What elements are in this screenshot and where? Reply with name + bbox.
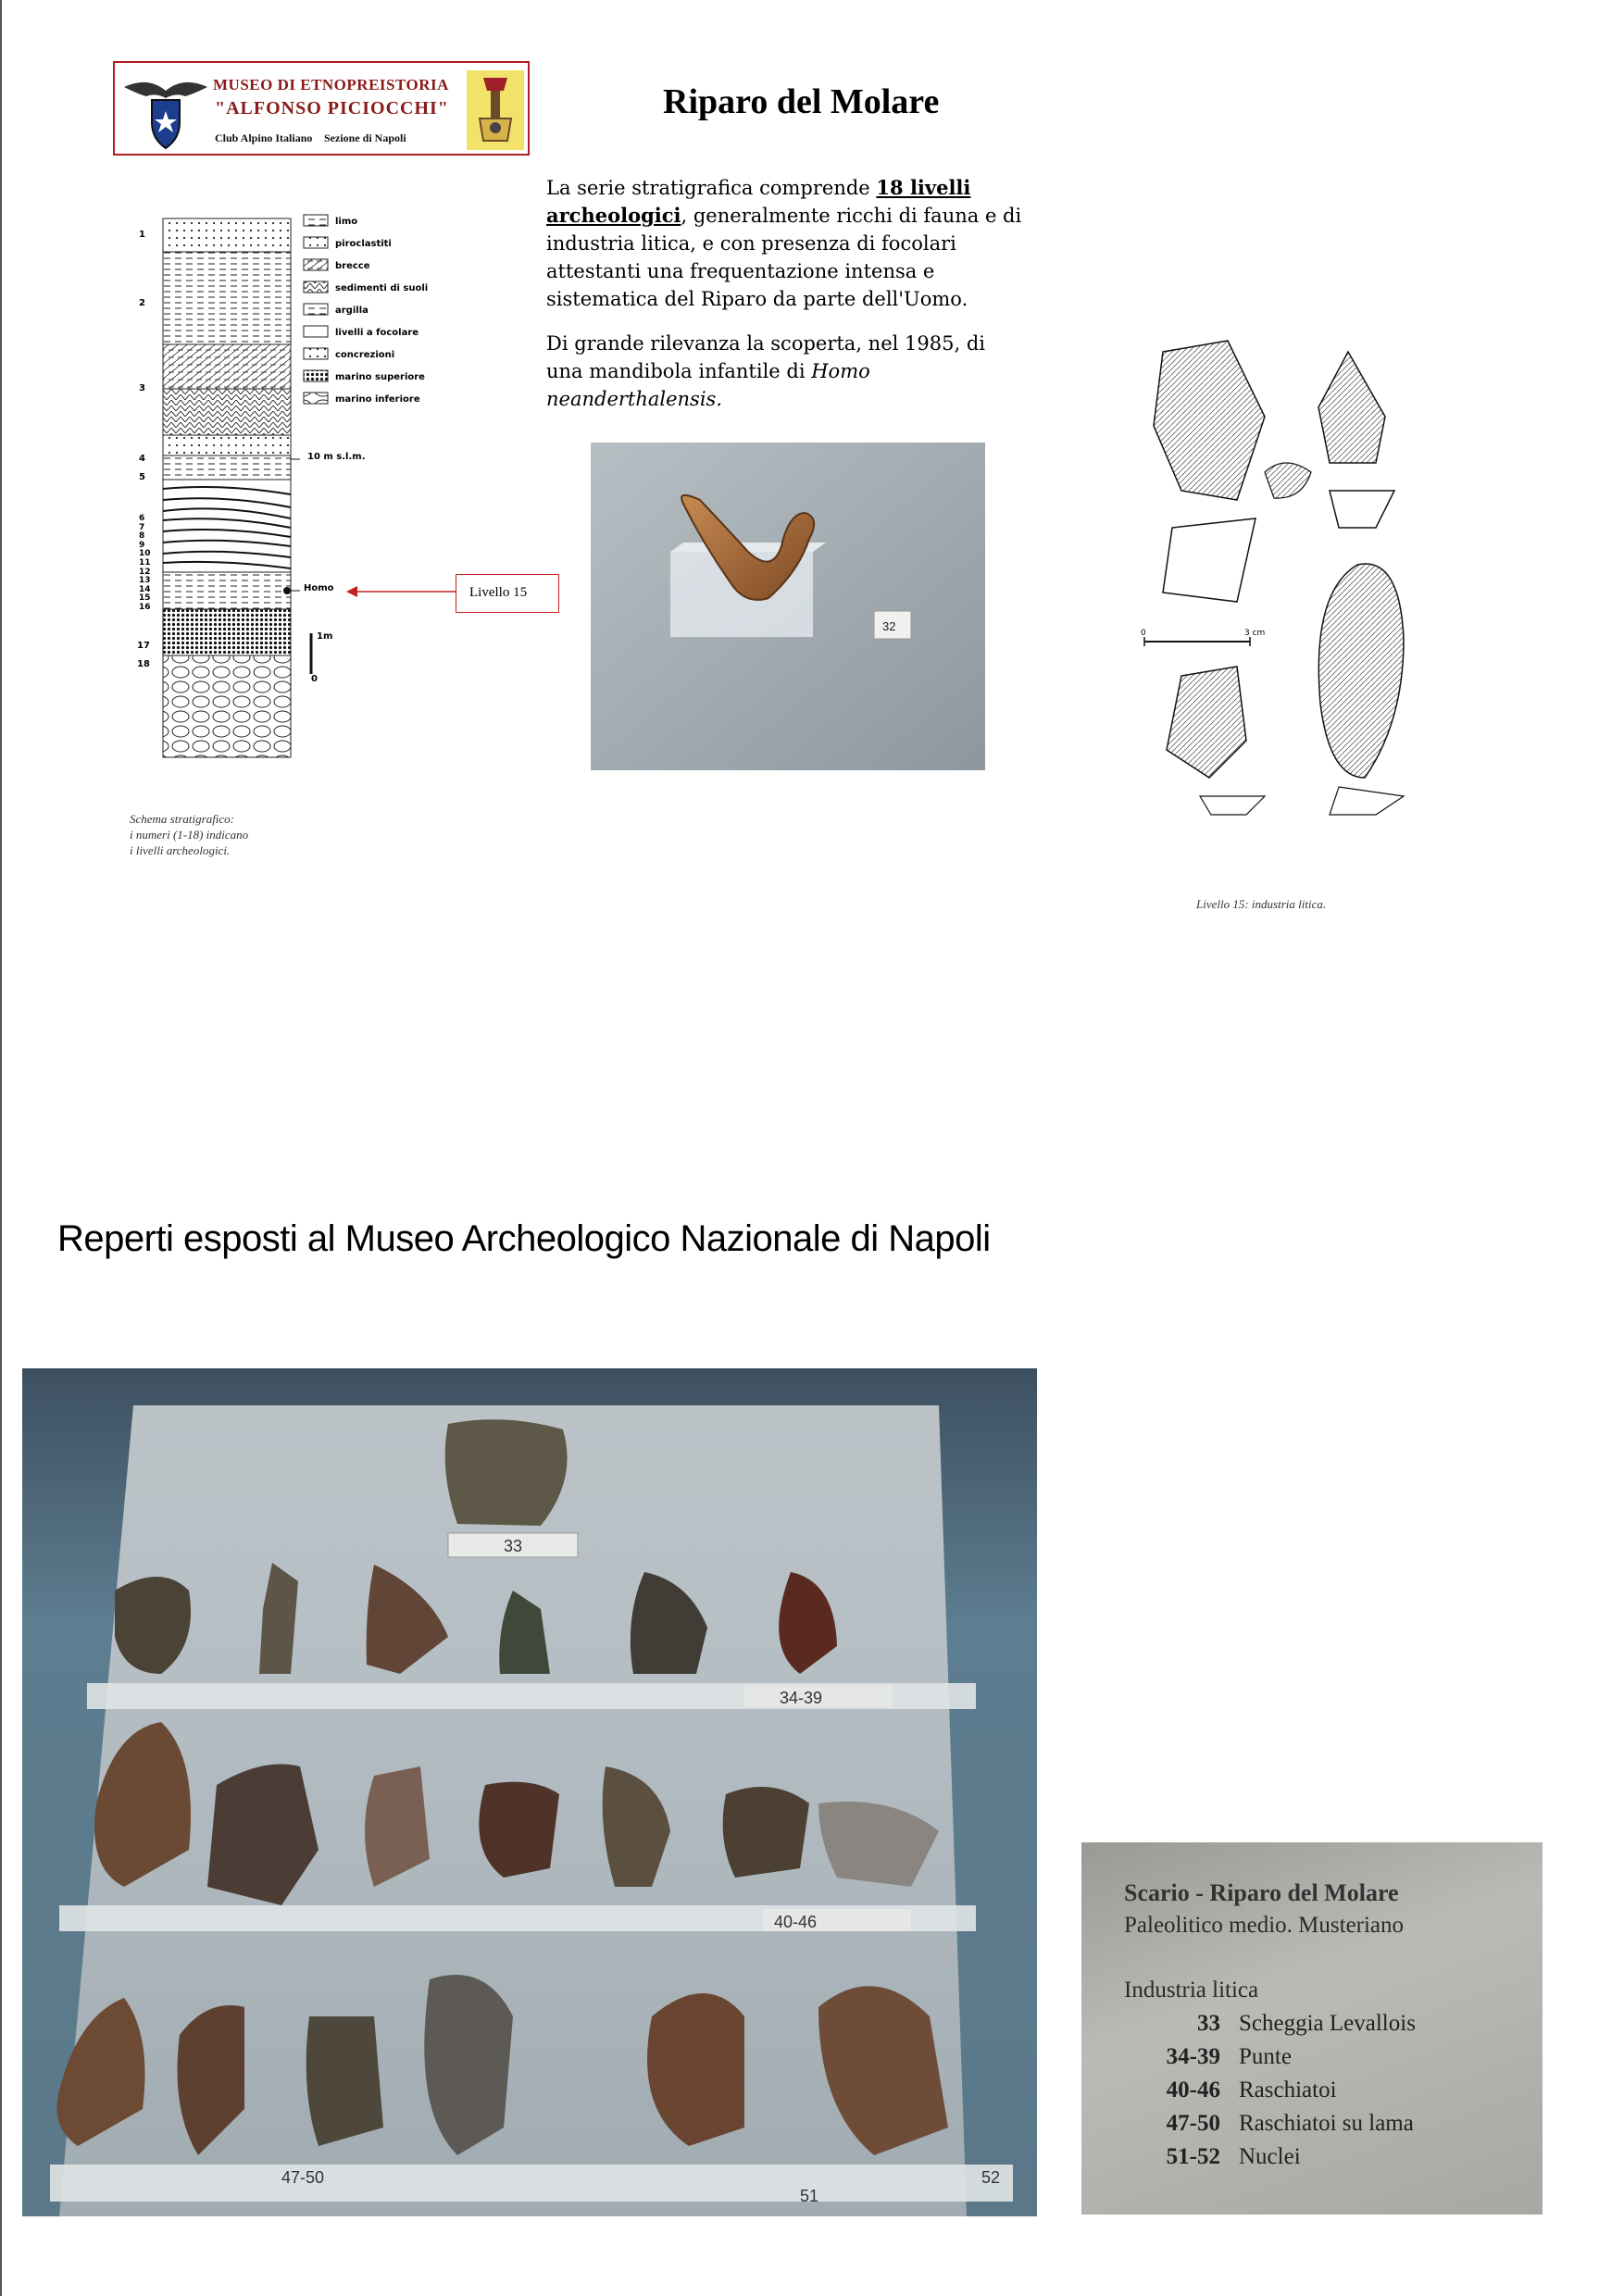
level-number-stack: 6 7 8 9 10 11 12 13 14 15 16 <box>139 514 151 612</box>
logo-line2: "ALFONSO PICIOCCHI" <box>215 98 449 119</box>
tag-47-50: 47-50 <box>281 2168 325 2187</box>
display-case-photo <box>22 1368 1037 2216</box>
label-row: 34-39 Punte <box>1166 2044 1292 2069</box>
legend-item: sedimenti di suoli <box>335 283 429 293</box>
tag-51: 51 <box>800 2187 819 2205</box>
lithics-caption: Livello 15: industria litica. <box>1196 897 1327 911</box>
scale-end-label: 3 cm <box>1244 629 1266 638</box>
legend-item: marino superiore <box>335 372 425 382</box>
page-left-border <box>0 0 2 2296</box>
display-case-drawing <box>22 1368 1037 2216</box>
level-number: 17 <box>137 641 150 651</box>
logo-line1: MUSEO DI ETNOPREISTORIA <box>213 76 449 94</box>
mandible-photo-drawing <box>591 443 985 770</box>
museum-emblem-icon <box>467 70 524 150</box>
intro-paragraph-2: Di grande rilevanza la scoperta, nel 1985, di una mandibola infantile di Homo neanderthalensis. <box>546 332 985 410</box>
logo-line3: Club Alpino Italiano <box>215 131 313 144</box>
museum-label-photo <box>1081 1842 1543 2215</box>
level-number: 2 <box>139 298 145 308</box>
photo-tag: 32 <box>882 619 896 633</box>
label-row: 47-50 Raschiatoi su lama <box>1166 2111 1414 2136</box>
legend-item: argilla <box>335 306 369 316</box>
tag-33: 33 <box>504 1537 523 1555</box>
intro-highlight: 18 livelli archeologici <box>546 176 971 227</box>
level-number: 5 <box>139 472 145 482</box>
label-heading: Industria litica <box>1124 1978 1259 2003</box>
lithics-drawings <box>1126 315 1420 889</box>
legend-item: limo <box>335 217 358 227</box>
museum-logo <box>113 61 530 156</box>
legend-item: brecce <box>335 261 370 271</box>
legend-item: marino inferiore <box>335 394 420 405</box>
section-subtitle: Reperti esposti al Museo Archeologico Nazionale di Napoli <box>57 1218 991 1259</box>
callout-arrow-icon <box>343 581 457 602</box>
level-number: 1 <box>139 230 145 240</box>
label-title: Scario - Riparo del Molare <box>1124 1879 1399 1906</box>
scale-top-label: 1m <box>317 631 333 642</box>
level-number: 3 <box>139 383 145 393</box>
tag-40-46: 40-46 <box>774 1913 818 1931</box>
stratigraphy-legend <box>335 211 428 411</box>
logo-line4: Sezione di Napoli <box>324 131 406 144</box>
tag-52: 52 <box>981 2168 1001 2187</box>
lithics-drawing-plates <box>1126 315 1420 889</box>
label-row: 33 Scheggia Levallois <box>1197 2011 1416 2036</box>
page-title: Riparo del Molare <box>663 82 940 121</box>
level-15-callout: Livello 15 <box>456 574 559 613</box>
legend-item: livelli a focolare <box>335 328 419 338</box>
homo-label: Homo <box>304 583 334 593</box>
level-number: 4 <box>139 454 145 464</box>
legend-item: concrezioni <box>335 350 395 360</box>
scale-start-label: 0 <box>1141 629 1146 638</box>
label-period: Paleolitico medio. Musteriano <box>1124 1913 1405 1938</box>
cai-eagle-emblem-icon <box>120 67 211 152</box>
legend-item: piroclastiti <box>335 239 392 249</box>
species-name: Homo neanderthalensis. <box>546 360 870 410</box>
scale-bottom-label: 0 <box>311 674 318 684</box>
altitude-label: 10 m s.l.m. <box>307 452 366 462</box>
label-row: 40-46 Raschiatoi <box>1166 2078 1337 2103</box>
level-number: 18 <box>137 659 150 669</box>
mandible-photo <box>591 443 985 770</box>
intro-text <box>546 174 1028 430</box>
stratigraphy-diagram <box>130 206 444 857</box>
stratigraphy-caption: Schema stratigrafico: i numeri (1-18) indicano i livelli archeologici. <box>130 812 249 857</box>
tag-34-39: 34-39 <box>780 1689 823 1707</box>
intro-paragraph-1: La serie stratigrafica comprende 18 livelli archeologici, generalmente ricchi di fauna e di industria litica, e con presenza di focolari attestanti una frequentazione intensa e sistematica del Riparo da parte dell'Uomo. <box>546 176 1022 310</box>
label-row: 51-52 Nuclei <box>1166 2144 1301 2169</box>
